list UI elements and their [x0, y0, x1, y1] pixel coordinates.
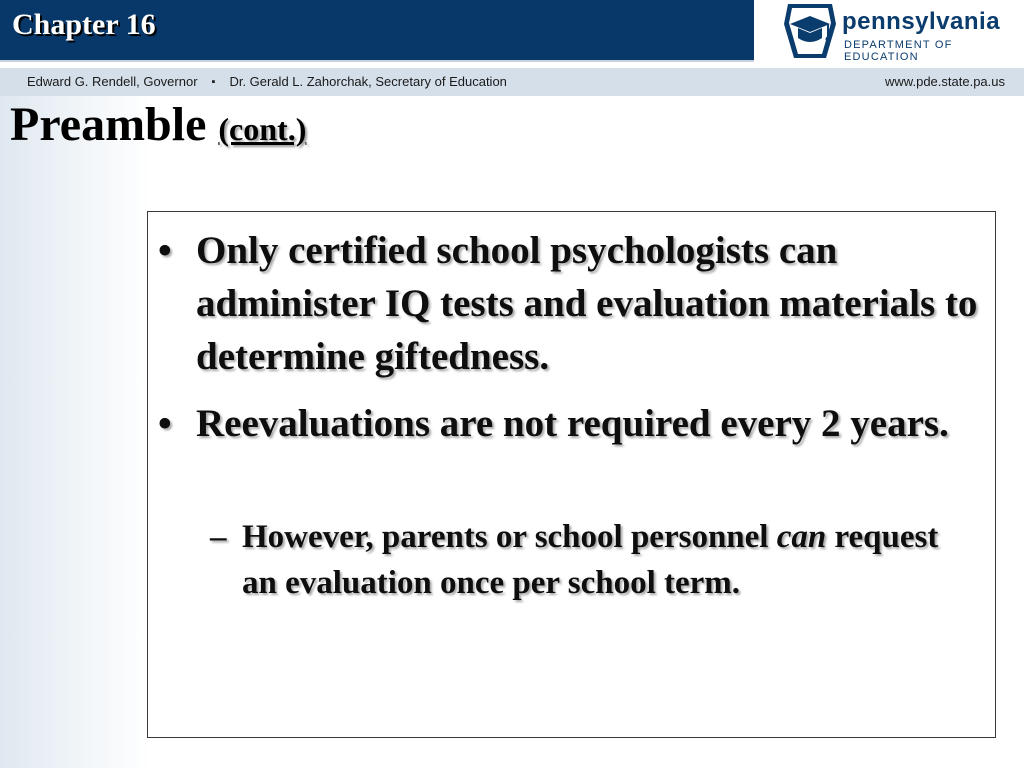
slide-title-text: Preamble: [10, 98, 207, 151]
chapter-band: [0, 0, 754, 62]
header-bar: [0, 0, 1024, 64]
bullet-mark: •: [158, 229, 172, 272]
bullet-mark: •: [158, 402, 172, 445]
pde-logo: [778, 2, 1018, 63]
content-box: [147, 211, 996, 738]
info-bar: [0, 68, 1024, 96]
bullet-item: [158, 224, 978, 383]
left-gradient-background: [0, 96, 150, 768]
sub-bullet-text: [242, 514, 970, 606]
officials-line: [27, 74, 507, 89]
website-link[interactable]: www.pde.state.pa.us: [885, 74, 1005, 89]
secretary-name: Dr. Gerald L. Zahorchak, Secretary of Education: [229, 74, 507, 89]
separator-dot: ▪: [211, 76, 216, 88]
governor-name: Edward G. Rendell, Governor: [27, 74, 198, 89]
bullet-text: Reevaluations are not required every 2 years.: [196, 402, 949, 445]
chapter-title: Chapter 16: [12, 8, 156, 41]
slide-title-suffix: (cont.): [218, 111, 307, 147]
sub-bullet-item: [210, 514, 970, 606]
slide-title: [10, 98, 307, 151]
logo-wordmark: pennsylvania: [842, 8, 1001, 35]
keystone-graduation-cap-icon: [780, 2, 840, 60]
bullet-text: Only certified school psychologists can administer IQ tests and evaluation materials to determine giftedness.: [196, 229, 978, 378]
logo-subtitle: DEPARTMENT OF EDUCATION: [844, 39, 953, 63]
bullet-item: [158, 397, 978, 450]
sub-bullet-emphasis: can: [776, 519, 827, 555]
sub-bullet-mark: –: [210, 519, 227, 555]
sub-bullet-text-end: request an evaluation once per school term.: [242, 519, 939, 601]
sub-bullet-text-start: However, parents or school personnel: [242, 519, 777, 555]
